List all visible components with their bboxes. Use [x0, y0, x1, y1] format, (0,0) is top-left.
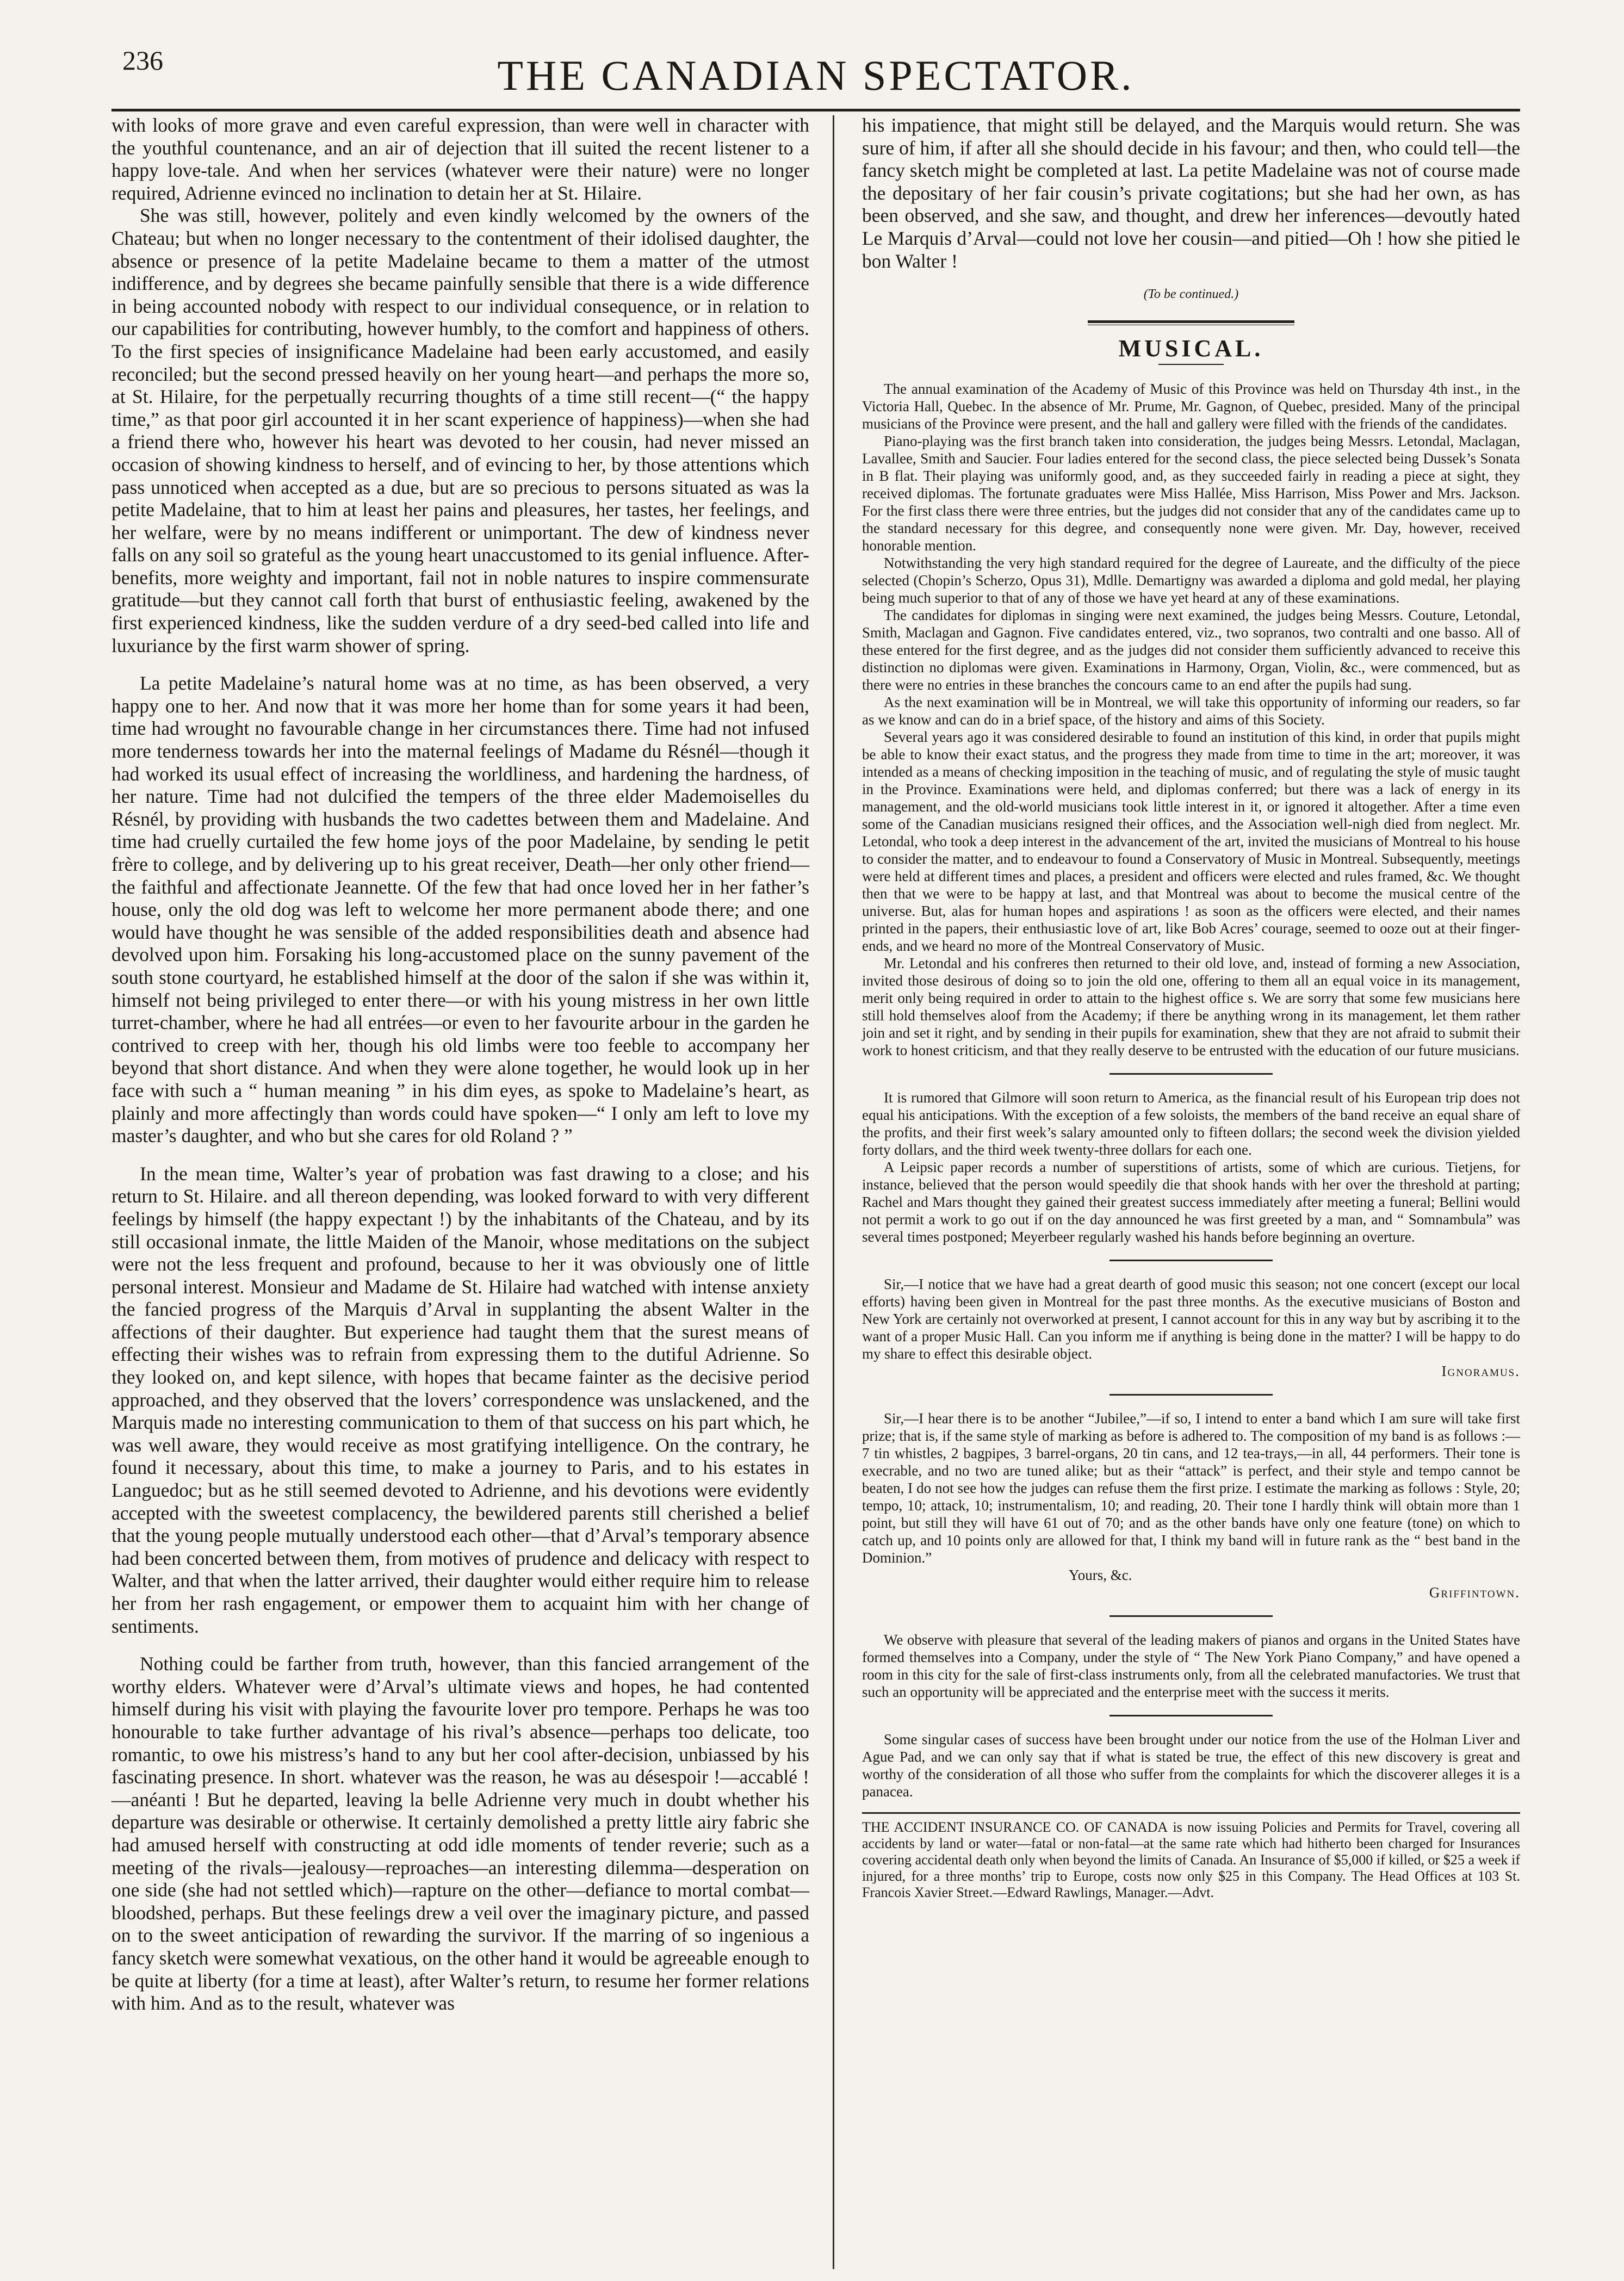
paragraph: She was still, however, politely and even kindly welcomed by the owners of the Chateau; but when no longer necessary to the contentment of their idolised daughter, the absence or presence of la petite Madelaine became to them a matter of the utmost indifference, and by degrees she became painfully sensible that there is a wide difference in being accounted nobody with respect to our individual consequence, or in relation to our capabilities for contributing, however humbly, to the comfort and happiness of others. To the first species of insignificance Madelaine had been early accustomed, and easily reconciled; but the second pressed heavily on her young heart—and perhaps the more so, at St. Hilaire, for the perpetually recurring thoughts of a time still recent—(“ the happy time,” as that poor girl accounted it in her scant experience of happiness)—when she had a friend there who, however his heart was devoted to her cousin, had never missed an occasion of showing kindness to herself, and of evincing to her, by those attentions which pass unnoticed when accepted as a due, but are so precious to persons situated as was la petite Madelaine, that to him at least her pains and pleasures, her tastes, her feelings, and her welfare, were by no means indifferent or unimportant. The dew of kindness never falls on any soil so grateful as the young heart unaccustomed to its genial influence. After-benefits, more weighty and important, fail not in noble natures to inspire commensurate gratitude—but they cannot call forth that burst of enthusiastic feeling, awakened by the first experienced kindness, like the sudden verdure of a dry seed-bed called into life and luxuriance by the first warm shower of spring.: [111, 204, 809, 656]
paragraph: La petite Madelaine’s natural home was at no time, as has been observed, a very happy one to her. And now that it was more her home than for some years it had been, time had wrought no favourable change in her circumstances there. Time had not infused more tenderness towards her into the maternal feelings of Madame du Résnél—though it had worked its usual effect of increasing the worldliness, and hardening the hardness, of her nature. Time had not dulcified the tempers of the three elder Mademoiselles du Résnél, by providing with husbands the two cadettes between them and Madelaine. And time had cruelly curtailed the few home joys of the poor Madelaine, by sending le petit frère to college, and by delivering up to his great receiver, Death—her only other friend—the faithful and affectionate Jeannette. Of the few that had once loved her in her father’s house, only the old dog was left to welcome her more permanent abode there; and one would have thought he was sensible of the added responsibilities death and absence had devolved upon him. Forsaking his long-accustomed place on the sunny pavement of the south stone courtyard, he established himself at the door of the salon if she was within it, himself not being privileged to enter there—or with his young mistress in her own little turret-chamber, where he had all entrées—or even to her favourite arbour in the garden he contrived to creep with her, though his old limbs were too feeble to accompany her beyond that short distance. And when they were alone together, he would look up in her face with such a “ human meaning ” in his dim eyes, as spoke to Madelaine’s heart, as plainly and more affectingly than words could have spoken—“ I only am left to love my master’s daughter, and who but she cares for old Roland ? ”: [111, 672, 809, 1147]
letter-paragraph: Sir,—I hear there is to be another “Jubilee,”—if so, I intend to enter a band which I am sure will take first prize; that is, if the same style of marking as before is adhered to. The composition of my band is as follows :—7 tin whistles, 2 bagpipes, 3 barrel-organs, 20 tin cans, and 12 tea-trays,—in all, 44 performers. Their tone is execrable, and no two are tuned alike; but as their “attack” is perfect, and their style and tempo cannot be beaten, I do not see how the judges can refuse them the first prize. I estimate the marking as follows : Style, 20; tempo, 10; attack, 10; instrumentalism, 10; and reading, 20. Their tone I hardly think will obtain more than 1 point, but still they will have 61 out of 70; and as the other bands have only one feature (tone) on which to catch up, and 10 points only are allowed for that, I think my band will in future rank as the “ best band in the Dominion.”: [862, 1410, 1520, 1566]
item-rule: [1109, 1615, 1273, 1617]
page-header: [111, 28, 1520, 110]
paragraph: Mr. Letondal and his confreres then returned to their old love, and, instead of forming a new Association, invited those desirous of doing so to join the old one, offering to them all an equal voice in its management, merit only being required in order to attain to the highest office s. We are sorry that some few musicians here still hold themselves aloof from the Academy; if there be anything wrong in its management, let them rather join and set it right, and by sending in their pupils for examination, shew that they are not afraid to submit their work to honest criticism, and that they really deserve to be entrusted with the education of our future musicians.: [862, 955, 1520, 1059]
musical-section: [862, 380, 1520, 1800]
item-rule: [1109, 1073, 1273, 1075]
paragraph: The candidates for diplomas in singing were next examined, the judges being Messrs. Couture, Letondal, Smith, Maclagan and Gagnon. Five candidates entered, viz., two sopranos, two contralti and one basso. All of these entered for the first degree, and as the judges did not consider them sufficiently advanced to receive this distinction no diplomas were given. Examinations in Harmony, Organ, Violin, &c., were commenced, but as there were no entries in these branches the concours came to an end after the pupils had sung.: [862, 607, 1520, 693]
letter-signature: Griffintown.: [1429, 1584, 1520, 1601]
paragraph: Piano-playing was the first branch taken into consideration, the judges being Messrs. Letondal, Maclagan, Lavallee, Smith and Saucier. Four ladies entered for the second class, the piece selected being Dussek’s Sonata in B flat. Their playing was uniformly good, and, as they succeeded fairly in reading a piece at sight, they received diplomas. The fortunate graduates were Miss Hallée, Miss Harrison, Miss Power and Mrs. Jackson. For the first class there were three entries, but the judges did not consider that any of the candidates came up to the standard necessary for this degree, and consequently none were given. Mr. Day, however, received honorable mention.: [862, 433, 1520, 554]
paragraph: Several years ago it was considered desirable to found an institution of this kind, in order that pupils might be able to know their exact status, and the progress they made from time to time in the art; moreover, it was intended as a means of checking imposition in the teaching of music, and of regulating the style of music taught in the Province. Examinations were held, and diplomas conferred; but there was a lack of energy in its management, and the old-world musicians took little interest in it, or ignored it altogether. After a time even some of the Canadian musicians resigned their offices, and the Association well-nigh died from neglect. Mr. Letondal, who took a deep interest in the advancement of the art, invited the musicians of Montreal to his house to consider the matter, and to endeavour to found a Conservatory of Music in Montreal. Subsequently, meetings were held at different times and places, a president and officers were elected and rules framed, &c. We thought then that we were to be happy at last, and that Montreal was about to become the musical centre of the universe. But, alas for human hopes and aspirations ! as soon as the officers were elected, and their names printed in the papers, their enthusiastic love of art, like Bob Acres’ courage, seemed to ooze out at their finger-ends, and we heard no more of the Montreal Conservatory of Music.: [862, 729, 1520, 954]
column-divider: [833, 115, 834, 2269]
item-rule: [1109, 1715, 1273, 1716]
title-rule: [1158, 364, 1224, 365]
left-column: [111, 114, 809, 2015]
section-rule: [1088, 320, 1294, 325]
paragraph: Some singular cases of success have been brought under our notice from the use of the Holman Liver and Ague Pad, and we can only say that if what is stated be true, the effect of this new discovery is great and worthy of the consideration of all those who suffer from the complaints for which the discoverer alleges it is a panacea.: [862, 1731, 1520, 1800]
masthead-title: THE CANADIAN SPECTATOR.: [497, 52, 1135, 99]
letter-signature: Ignoramus.: [1441, 1363, 1520, 1380]
paragraph: We observe with pleasure that several of the leading makers of pianos and organs in the United States have formed themselves into a Company, under the style of “ The New York Piano Company,” and have opened a room in this city for the sale of first-class instruments only, from all the celebrated manufactories. We trust that such an opportunity will be appreciated and the enterprise meet with the success it merits.: [862, 1632, 1520, 1701]
paragraph: It is rumored that Gilmore will soon return to America, as the financial result of his European trip does not equal his anticipations. With the exception of a few soloists, the members of the band receive an equal share of the profits, and their first week’s salary amounted only to fifteen dollars; the second week the division yielded forty dollars, and the third week twenty-three dollars for each one.: [862, 1089, 1520, 1158]
letter-paragraph: Sir,—I notice that we have had a great dearth of good music this season; not one concert (except our local efforts) having been given in Montreal for the past three months. As the executive musicians of Boston and New York are certainly not overworked at present, I cannot account for this in any way but by ascribing it to the want of a proper Music Hall. Can you inform me if anything is being done in the matter? I will be happy to do my share to effect this desirable object.: [862, 1276, 1520, 1362]
paragraph: The annual examination of the Academy of Music of this Province was held on Thursday 4th inst., in the Victoria Hall, Quebec. In the absence of Mr. Prume, Mr. Gagnon, of Quebec, presided. Many of the principal musicians of the Province were present, and the hall and gallery were filled with the friends of the candidates.: [862, 381, 1520, 432]
header-rule: [111, 109, 1520, 111]
advertisement-text: [862, 1819, 1520, 1901]
letter-closing: Yours, &c.: [1069, 1567, 1132, 1584]
advertisement-heading: THE ACCIDENT INSURANCE CO. OF CANADA: [862, 1819, 1168, 1836]
paragraph: Nothing could be farther from truth, however, than this fancied arrangement of the worthy elders. Whatever were d’Arval’s ultimate views and hopes, he had contented himself during his visit with playing the favourite lover pro tempore. Perhaps he was too honourable to take further advantage of his rival’s absence—perhaps too delicate, too romantic, to owe his mistress’s hand to any but her cool after-decision, unbiassed by his fascinating presence. In short. whatever was the reason, he was au désespoir !—accablé !—anéanti ! But he departed, leaving la belle Adrienne very much in doubt whether his departure was desirable or otherwise. It certainly demolished a pretty little airy fabric she had amused herself with constructing at odd idle moments of tender reverie; such as a meeting of the rivals—jealousy—reproaches—an interesting dilemma—desperation on one side (she had not settled which)—rapture on the other—defiance to mortal combat—bloodshed, perhaps. But these feelings drew a veil over the imaginary picture, and passed on to the sweet anticipation of rewarding the survivor. If the marring of so ingenious a fancy sketch were somewhat vexatious, on the other hand it would be agreeable enough to be quite at liberty (for a time at least), after Walter’s return, to resume her former relations with him. And as to the result, whatever was: [111, 1653, 809, 2015]
right-column: [862, 114, 1520, 1901]
advertisement-body: is now issuing Policies and Permits for Travel, covering all accidents by land or water—fatal or non-fatal—at the same rate which had hitherto been charged for Insurances covering accidental death only when beyond the limits of Canada. An Insurance of $5,000 if killed, or $25 a week if injured, for a three months’ trip to Europe, costs now only $25 in this Company. The Head Offices at 103 St. Francois Xavier Street.—Edward Rawlings, Manager.—Advt.: [862, 1819, 1521, 1901]
paragraph: Notwithstanding the very high standard required for the degree of Laureate, and the difficulty of the piece selected (Chopin’s Scherzo, Opus 31), Mdlle. Demartigny was awarded a diploma and gold medal, her playing being much superior to that of any of those we have yet heard at any of these examinations.: [862, 555, 1520, 606]
paragraph: In the mean time, Walter’s year of probation was fast drawing to a close; and his return to St. Hilaire. and all thereon depending, was looked forward to with very different feelings by himself (the happy expectant !) by the inhabitants of the Chateau, and by its still occasional inmate, the little Maiden of the Manoir, whose meditations on the subject were not the less frequent and profound, because to her it was obviously one of little personal interest. Monsieur and Madame de St. Hilaire had watched with intense anxiety the fancied progress of the Marquis d’Arval in supplanting the absent Walter in the affections of their daughter. But experience had taught them that the surest means of effecting their wishes was to refrain from expressing them to the dutiful Adrienne. So they looked on, and kept silence, with hopes that became fainter as the decisive period approached, and they observed that the lovers’ correspondence was unslackened, and the Marquis made no interesting communication to them of that success on his part which, he was well aware, they would receive as most gratifying intelligence. On the contrary, he found it necessary, about this time, to make a journey to Paris, and to his estates in Languedoc; but as he still seemed devoted to Adrienne, and his devotions were evidently accepted with the sweetest complacency, the bewildered parents still cherished a belief that the young people mutually understood each other—that d’Arval’s temporary absence had been concerted between them, from motives of prudence and delicacy with respect to Walter, and that when the latter arrived, their daughter would either require him to release her from her rash engagement, or empower them to acquaint him with her change of sentiments.: [111, 1162, 809, 1637]
paragraph: A Leipsic paper records a number of superstitions of artists, some of which are curious. Tietjens, for instance, believed that the person would speedily die that shook hands with her over the threshold at parting; Rachel and Mars thought they gained their greatest success immediately after meeting a funeral; Bellini would not permit a work to go out if on the day announced he was first greeted by a man, and “ Somnambula” was several times postponed; Meyerbeer regularly washed his hands before beginning an overture.: [862, 1159, 1520, 1245]
item-rule: [1109, 1394, 1273, 1396]
item-rule: [1109, 1260, 1273, 1261]
advertisement: [862, 1812, 1520, 1901]
paragraph: his impatience, that might still be delayed, and the Marquis would return. She was sure of him, if after all she should decide in his favour; and then, who could tell—the fancy sketch might be completed at last. La petite Madelaine was not of course made the depositary of her fair cousin’s private cogitations; but she had her own, as has been observed, and she saw, and thought, and drew her inferences—devoutly hated Le Marquis d’Arval—could not love her cousin—and pitied—Oh ! how she pitied le bon Walter !: [862, 114, 1520, 272]
section-title-musical: MUSICAL.: [1118, 334, 1264, 362]
to-be-continued: (To be continued.): [1143, 287, 1239, 302]
page-number: 236: [122, 45, 163, 76]
paragraph: As the next examination will be in Montreal, we will take this opportunity of informing our readers, so far as we know and can do in a brief space, of the history and aims of this Society.: [862, 694, 1520, 728]
paragraph: with looks of more grave and even careful expression, than were well in character with the youthful countenance, and an air of dejection that ill suited the recent listener to a happy love-tale. And when her services (whatever were their nature) were no longer required, Adrienne evinced no inclination to detain her at St. Hilaire.: [111, 114, 809, 204]
